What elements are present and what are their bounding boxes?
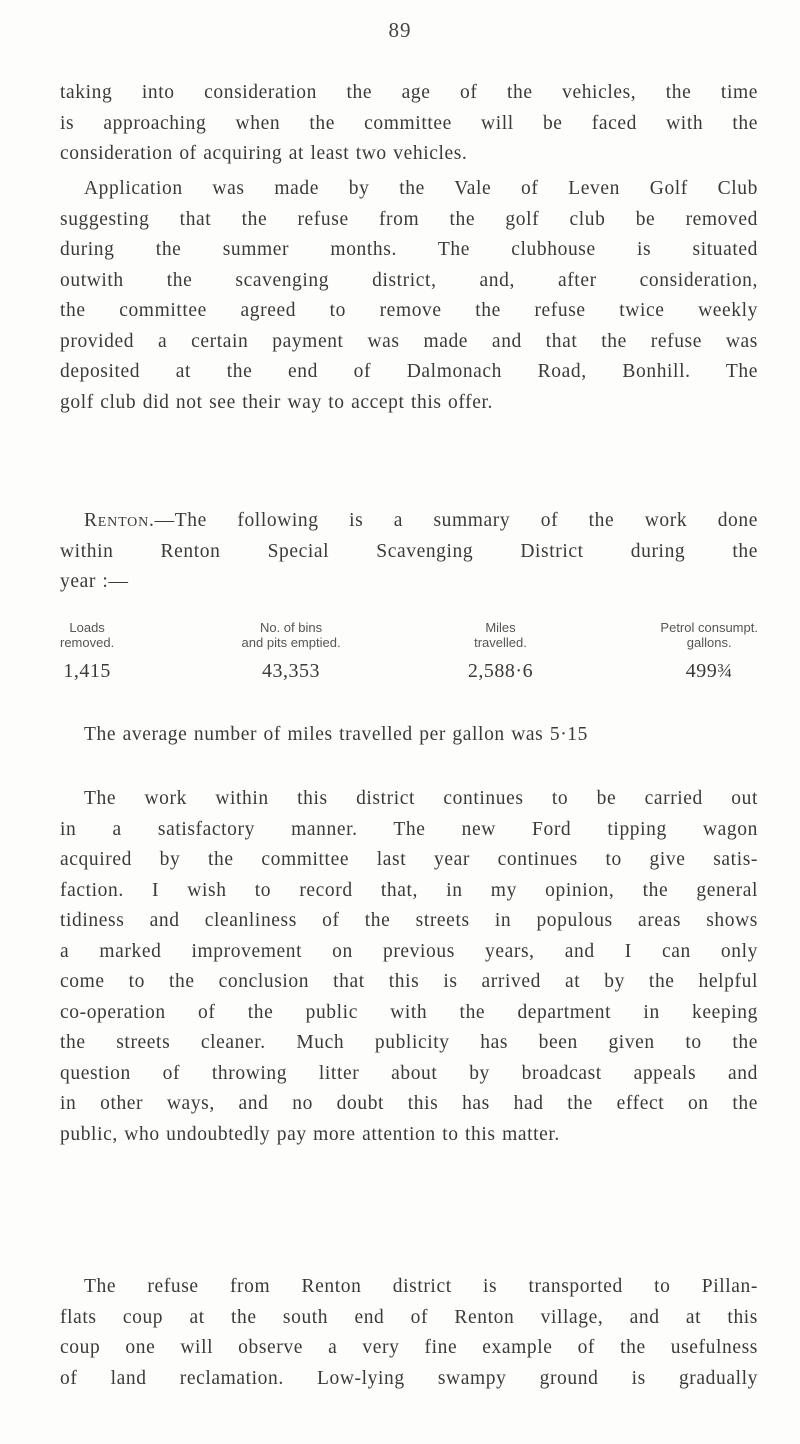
column-header: Miles bbox=[485, 620, 516, 635]
text-line: The refuse from Renton district is transported to Pillan- bbox=[84, 1276, 758, 1297]
text-line: is approaching when the committee will be faced with the bbox=[60, 112, 758, 134]
text-line: golf club did not see their way to accept this offer. bbox=[60, 391, 493, 413]
column-header: travelled. bbox=[474, 635, 527, 650]
text-line: in other ways, and no doubt this has had the effect on the bbox=[60, 1093, 758, 1114]
text-line: come to the conclusion that this is arrived at by the helpful bbox=[60, 971, 758, 992]
stats-column-loads bbox=[60, 620, 114, 683]
text-line bbox=[60, 506, 758, 537]
section-heading: Renton. bbox=[84, 510, 155, 531]
text-line: the committee agreed to remove the refuse twice weekly bbox=[60, 300, 758, 321]
stats-column-petrol bbox=[660, 620, 758, 683]
text-line: taking into consideration the age of the vehicles, the time bbox=[60, 82, 758, 103]
text-line: provided a certain payment was made and that the refuse was bbox=[60, 330, 758, 352]
paragraph-vehicles bbox=[60, 78, 758, 170]
column-value: 1,415 bbox=[63, 660, 111, 682]
text-line: co-operation of the public with the department in keeping bbox=[60, 1001, 758, 1023]
paragraph-work-district bbox=[60, 784, 758, 1150]
text-line: flats coup at the south end of Renton village, and at this bbox=[60, 1306, 758, 1328]
text-line: The work within this district continues to be carried out bbox=[84, 788, 758, 809]
stats-table bbox=[60, 620, 758, 683]
paragraph-refuse-transport bbox=[60, 1272, 758, 1394]
text-line: outwith the scavenging district, and, after consideration, bbox=[60, 269, 758, 291]
paragraph-renton-summary bbox=[60, 506, 758, 598]
text-line: of land reclamation. Low-lying swampy ground is gradually bbox=[60, 1367, 758, 1389]
column-value: 43,353 bbox=[262, 660, 321, 682]
paragraph-average bbox=[60, 720, 758, 751]
text-line: year :— bbox=[60, 571, 129, 592]
text-fragment: —The following is a summary of the work done bbox=[154, 510, 758, 531]
text-line: acquired by the committee last year continues to give satis- bbox=[60, 849, 758, 870]
text-line: tidiness and cleanliness of the streets in populous areas shows bbox=[60, 910, 758, 931]
paragraph-golf-club bbox=[60, 174, 758, 418]
text-line: question of throwing litter about by broadcast appeals and bbox=[60, 1062, 758, 1084]
text-line: faction. I wish to record that, in my opinion, the general bbox=[60, 879, 758, 901]
column-header: gallons. bbox=[686, 635, 732, 650]
text-line: within Renton Special Scavenging District during the bbox=[60, 540, 758, 562]
text-line: the streets cleaner. Much publicity has been given to the bbox=[60, 1032, 758, 1053]
text-line: a marked improvement on previous years, and I can only bbox=[60, 940, 758, 962]
column-header: Loads bbox=[69, 620, 105, 635]
page-number: 89 bbox=[388, 18, 412, 42]
column-header: and pits emptied. bbox=[241, 635, 341, 650]
text-line: in a satisfactory manner. The new Ford tipping wagon bbox=[60, 818, 758, 840]
column-value: 499¾ bbox=[685, 660, 733, 682]
column-value: 2,588·6 bbox=[467, 660, 534, 682]
text-line: deposited at the end of Dalmonach Road, Bonhill. The bbox=[60, 361, 758, 382]
text-line: The average number of miles travelled per gallon was 5·15 bbox=[84, 724, 588, 745]
column-header: No. of bins bbox=[259, 620, 323, 635]
column-header: Petrol consumpt. bbox=[660, 620, 758, 635]
text-line: suggesting that the refuse from the golf club be removed bbox=[60, 208, 758, 230]
stats-column-miles bbox=[468, 620, 533, 683]
text-line: during the summer months. The clubhouse is situated bbox=[60, 239, 758, 260]
text-line: consideration of acquiring at least two vehicles. bbox=[60, 143, 468, 164]
text-line: coup one will observe a very fine example of the usefulness bbox=[60, 1337, 758, 1358]
stats-column-bins bbox=[242, 620, 341, 683]
column-header: removed. bbox=[60, 635, 115, 650]
text-line: Application was made by the Vale of Leven Golf Club bbox=[84, 178, 758, 199]
text-line: public, who undoubtedly pay more attention to this matter. bbox=[60, 1123, 560, 1145]
